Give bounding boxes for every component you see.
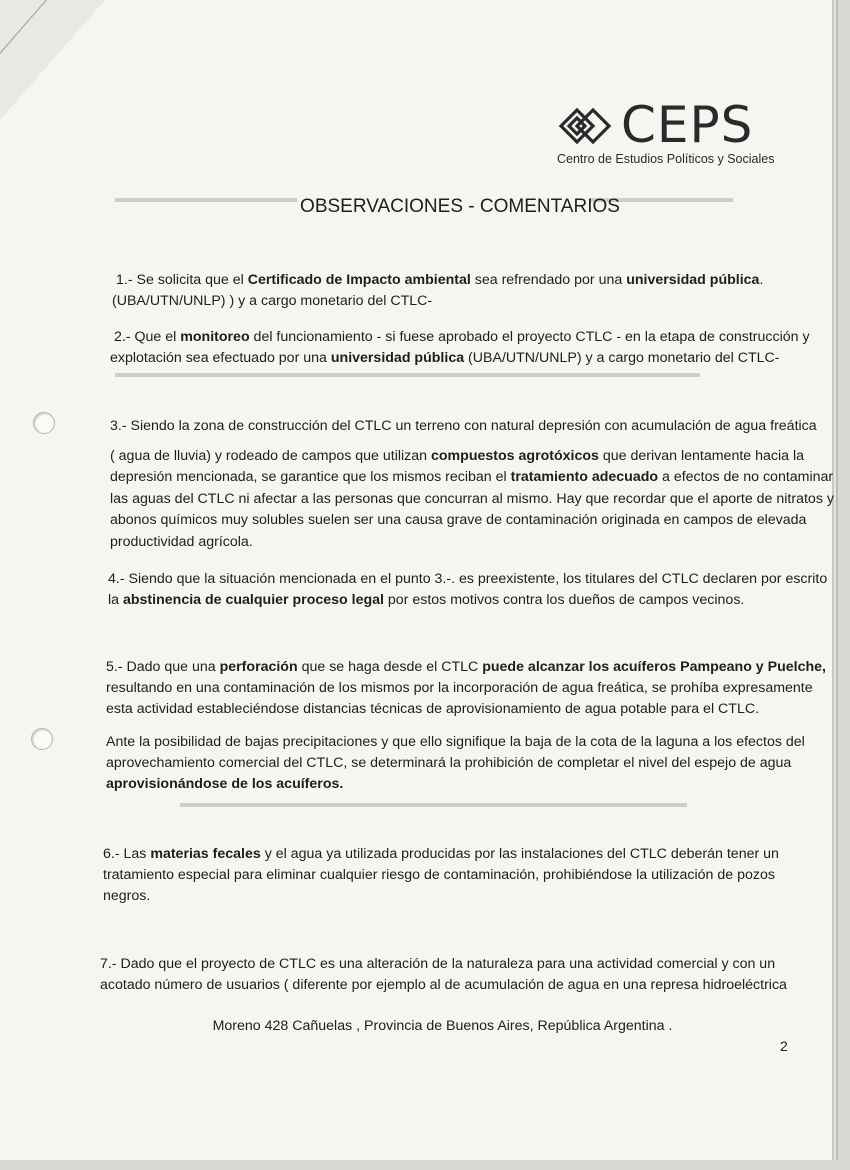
page-title: OBSERVACIONES - COMENTARIOS: [300, 196, 620, 217]
bleed-through-text: ▬▬▬▬▬▬▬▬▬▬▬▬▬▬▬▬▬▬▬▬▬▬▬▬▬▬▬▬▬▬▬▬▬▬▬▬▬▬▬▬▬▬▬▬▬: [115, 365, 700, 380]
logo-subtitle: Centro de Estudios Políticos y Sociales: [557, 152, 775, 166]
paragraph-4: 4.- Siendo que la situación mencionada en el punto 3.-. es preexistente, los titulares del CTLC declaren por escrito la abstinencia de cualquier proceso legal por estos motivos contra los dueños de campos vecinos.: [108, 571, 828, 608]
paragraph-7: 7.- Dado que el proyecto de CTLC es una alteración de la naturaleza para una actividad comercial y con un acotado número de usuarios ( diferente por ejemplo al de acumulación de agua en una represa hidroeléctrica: [100, 956, 787, 993]
ceps-logo-icon: [555, 100, 615, 152]
page-number: 2: [780, 1038, 788, 1054]
logo-name: CEPS: [621, 96, 754, 154]
folded-corner: [0, 0, 105, 120]
punch-hole-bottom: [31, 728, 53, 750]
ceps-logo: [555, 96, 775, 168]
paragraph-2: 2.- Que el monitoreo del funcionamiento - si fuese aprobado el proyecto CTLC - en la etapa de construcción y explotación sea efectuado por una universidad pública (UBA/UTN/UNLP) y a cargo monetario del CTLC-: [110, 329, 810, 366]
paragraph-1: 1.- Se solicita que el Certificado de Impacto ambiental sea refrendado por una universidad pública. (UBA/UTN/UNLP) ) y a cargo monetario del CTLC-: [112, 272, 764, 309]
paragraph-6: 6.- Las materias fecales y el agua ya utilizada producidas por las instalaciones del CTLC deberán tener un tratamiento especial para eliminar cualquier riesgo de contaminación, prohibiéndose la utilización de pozos negros.: [103, 846, 779, 904]
bleed-through-text: ▬▬▬▬▬▬▬▬▬▬▬: [590, 190, 733, 205]
paragraph-5: 5.- Dado que una perforación que se haga desde el CTLC puede alcanzar los acuíferos Pampeano y Puelche, resultando en una contaminación de los mismos por la incorporación de agua freática, se prohíba expresamente esta actividad estableciéndose distancias técnicas de aprovisionamiento de agua potable para el CTLC. Ante la posibilidad de bajas precipitaciones y que ello signifique la baja de la cota de la laguna a los efectos del aprovechamiento comercial del CTLC, se determinará la prohibición de completar el nivel del espejo de agua aprovisionándose de los acuíferos.: [106, 659, 826, 792]
bleed-through-text: ▬▬▬▬▬▬▬▬▬▬▬▬▬▬▬▬▬▬▬▬▬▬▬▬▬▬▬▬▬▬▬▬▬▬▬▬▬▬▬: [180, 795, 687, 810]
paragraph-3: 3.- Siendo la zona de construcción del CTLC un terreno con natural depresión con acumulación de agua freática ( agua de lluvia) y rodeado de campos que utilizan compuestos agrotóxicos que derivan lentamente hacia la depresión mencionada, se garantice que los mismos reciban el tratamiento adecuado a efectos de no contaminar las aguas del CTLC ni afectar a las personas que concurran al mismo. Hay que recordar que el aporte de nitratos y abonos químicos muy solubles suelen ser una causa grave de contaminación originada en campos de elevada productividad agrícola.: [110, 418, 834, 550]
bleed-through-text: ▬▬▬▬▬▬▬▬▬▬▬▬▬▬: [115, 190, 297, 205]
footer-address: Moreno 428 Cañuelas , Provincia de Buenos Aires, República Argentina .: [212, 1018, 673, 1034]
punch-hole-top: [33, 412, 55, 434]
